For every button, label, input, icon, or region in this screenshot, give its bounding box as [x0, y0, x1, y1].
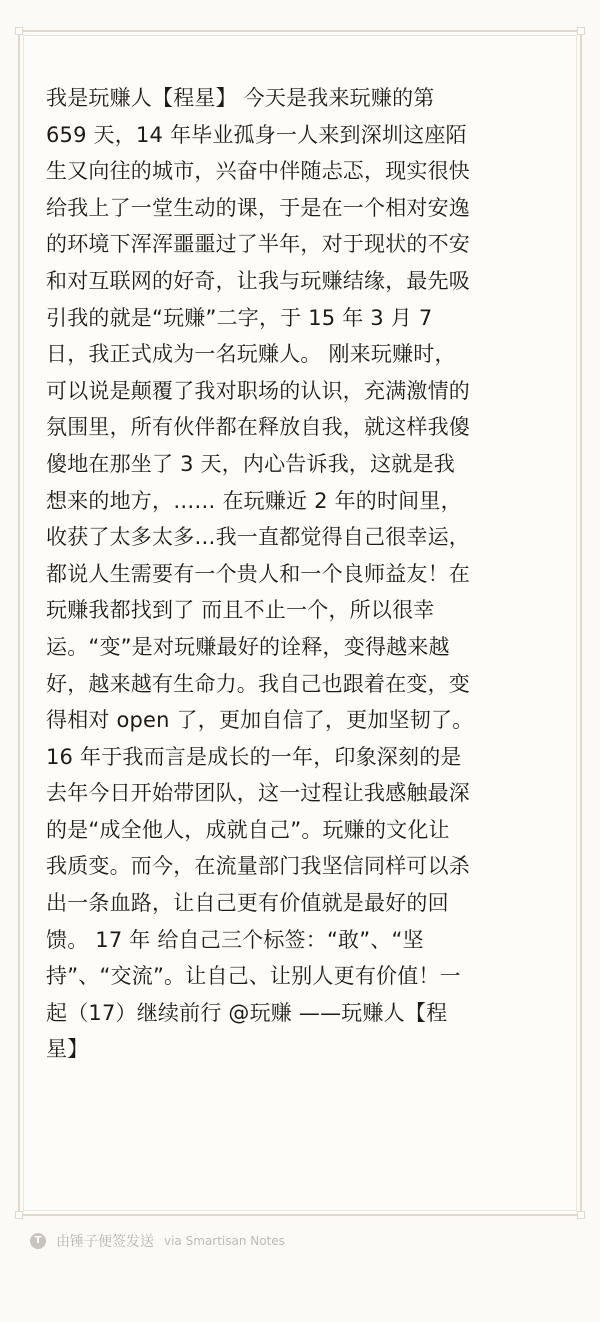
note-line: 都说人生需要有一个贵人和一个良师益友！在 [46, 561, 470, 586]
sent-from-label: 由锤子便签发送 [56, 1234, 154, 1250]
note-line: 氛围里，所有伙伴都在释放自我，就这样我傻 [46, 415, 470, 440]
note-line: 去年今日开始带团队，这一过程让我感触最深 [46, 781, 470, 806]
note-line: 日，我正式成为一名玩赚人。 刚来玩赚时， [46, 342, 456, 367]
note-line: 我是玩赚人【程星】 今天是我来玩赚的第 [46, 86, 435, 110]
note-line: 的环境下浑浑噩噩过了半年，对于现状的不安 [46, 232, 470, 257]
note-line: 生又向往的城市，兴奋中伴随忐忑，现实很快 [46, 159, 470, 184]
frame-corner-ornament [577, 1211, 585, 1219]
frame-corner-ornament [15, 1211, 23, 1219]
note-line: 星】 [46, 1037, 89, 1062]
note-line: 持”、“交流”。让自己、让别人更有价值！一 [46, 964, 461, 989]
note-line: 可以说是颠覆了我对职场的认识，充满激情的 [46, 378, 470, 403]
note-line: 659 天，14 年毕业孤身一人来到深圳这座陌 [46, 122, 467, 147]
note-line: 玩赚我都找到了 而且不止一个，所以很幸 [46, 598, 435, 623]
note-line: 给我上了一堂生动的课，于是在一个相对安逸 [46, 195, 470, 220]
note-line: 的是“成全他人，成就自己”。玩赚的文化让 [46, 817, 450, 842]
note-line: 想来的地方，…… 在玩赚近 2 年的时间里， [46, 488, 462, 513]
note-line: 好，越来越有生命力。我自己也跟着在变，变 [46, 671, 470, 696]
smartisan-logo-icon: T [30, 1233, 46, 1249]
footer [30, 1230, 285, 1252]
frame-corner-ornament [15, 27, 23, 35]
note-line: 得相对 open 了，更加自信了，更加坚韧了。 [46, 708, 474, 733]
note-line: 收获了太多太多…我一直都觉得自己很幸运， [46, 525, 470, 550]
note-line: 运。“变”是对玩赚最好的诠释，变得越来越 [46, 634, 450, 659]
frame-corner-ornament [577, 27, 585, 35]
note-line: 和对互联网的好奇，让我与玩赚结缘，最先吸 [46, 268, 470, 293]
via-app-label: via Smartisan Notes [164, 1234, 285, 1248]
note-line: 引我的就是“玩赚”二字，于 15 年 3 月 7 [46, 305, 433, 330]
note-line: 我质变。而今，在流量部门我坚信同样可以杀 [46, 854, 470, 879]
note-line: 傻地在那坐了 3 天，内心告诉我，这就是我 [46, 451, 455, 476]
note-line: 出一条血路，让自己更有价值就是最好的回 [46, 891, 449, 916]
note-line: 馈。 17 年 给自己三个标签：“敢”、“坚 [46, 927, 424, 952]
note-body [46, 80, 546, 1068]
note-line: 起（17）继续前行 @玩赚 ——玩赚人【程 [46, 1000, 448, 1025]
note-line: 16 年于我而言是成长的一年，印象深刻的是 [46, 744, 462, 769]
